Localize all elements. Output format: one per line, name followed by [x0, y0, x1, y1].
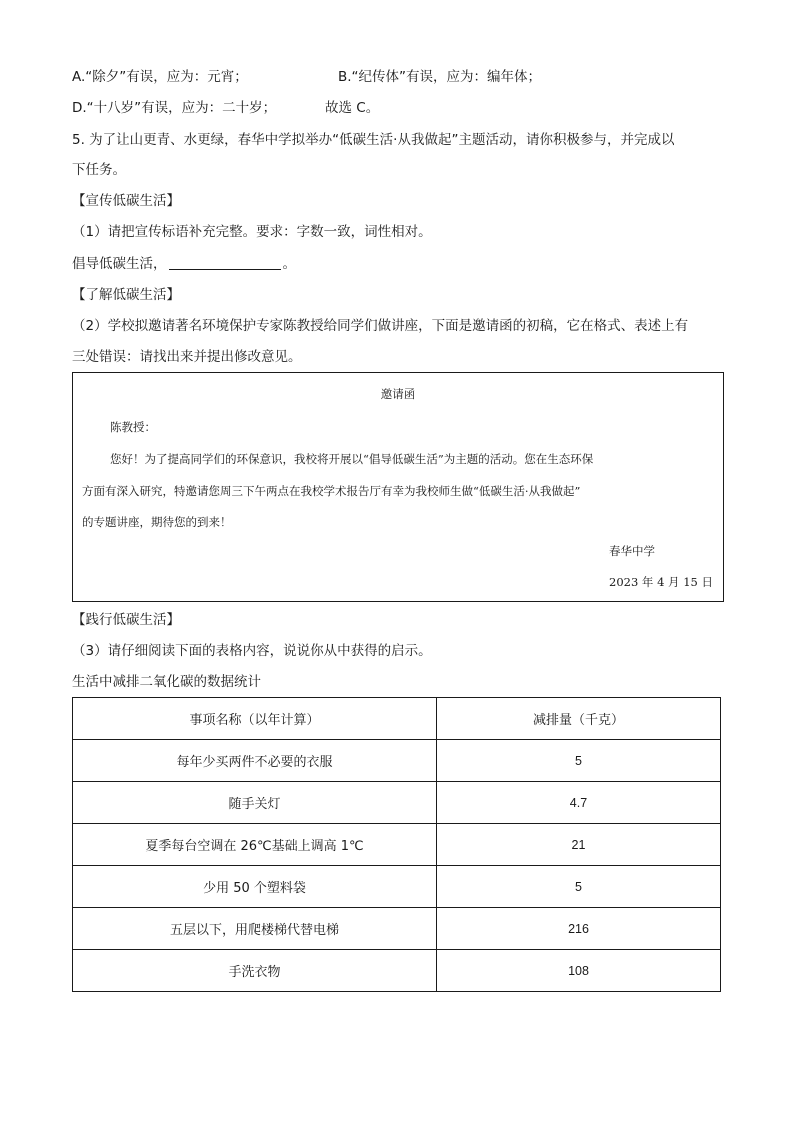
row-value: 5 — [437, 740, 721, 782]
row-value: 21 — [437, 824, 721, 866]
table-row — [73, 950, 721, 992]
section-heading-promote: 【宣传低碳生活】 — [72, 193, 180, 209]
answer-text: 故选 C。 — [325, 100, 380, 116]
table-row — [73, 908, 721, 950]
slogan-blank[interactable] — [169, 255, 281, 270]
letter-salutation: 陈教授： — [110, 420, 156, 434]
option-b: B.“纪传体”有误，应为：编年体； — [338, 69, 542, 85]
row-item: 少用 50 个塑料袋 — [73, 866, 437, 908]
task-2-line2: 三处错误：请找出来并提出修改意见。 — [72, 349, 302, 365]
table-row — [73, 782, 721, 824]
option-d: D.“十八岁”有误，应为：二十岁； — [72, 100, 277, 116]
table-header-row — [73, 698, 721, 740]
row-value: 216 — [437, 908, 721, 950]
table-caption: 生活中减排二氧化碳的数据统计 — [72, 674, 261, 690]
header-reduction: 减排量（千克） — [437, 698, 721, 740]
row-item: 五层以下，用爬楼梯代替电梯 — [73, 908, 437, 950]
table-row — [73, 824, 721, 866]
option-a: A.“除夕”有误，应为：元宵； — [72, 69, 248, 85]
row-item: 每年少买两件不必要的衣服 — [73, 740, 437, 782]
row-value: 108 — [437, 950, 721, 992]
header-item: 事项名称（以年计算） — [73, 698, 437, 740]
row-item: 手洗衣物 — [73, 950, 437, 992]
letter-body-line2: 方面有深入研究，特邀请您周三下午两点在我校学术报告厅有幸为我校师生做“低碳生活·从我做起” — [82, 484, 581, 498]
row-item: 随手关灯 — [73, 782, 437, 824]
table-row — [73, 866, 721, 908]
row-value: 5 — [437, 866, 721, 908]
letter-body-line3: 的专题讲座，期待您的到来！ — [82, 515, 232, 529]
task-3: （3）请仔细阅读下面的表格内容，说说你从中获得的启示。 — [72, 643, 432, 659]
task-2-line1: （2）学校拟邀请著名环境保护专家陈教授给同学们做讲座，下面是邀请函的初稿，它在格式、表述上有 — [72, 318, 689, 334]
letter-title: 邀请函 — [380, 387, 416, 401]
section-heading-practice: 【践行低碳生活】 — [72, 612, 180, 628]
question-5-line2: 下任务。 — [72, 162, 126, 178]
letter-signature: 春华中学 — [609, 544, 655, 558]
task-1: （1）请把宣传标语补充完整。要求：字数一致，词性相对。 — [72, 224, 432, 240]
table-row — [73, 740, 721, 782]
slogan-prefix: 倡导低碳生活， — [72, 256, 167, 272]
slogan-line — [72, 254, 296, 274]
section-heading-understand: 【了解低碳生活】 — [72, 287, 180, 303]
row-item: 夏季每台空调在 26℃基础上调高 1℃ — [73, 824, 437, 866]
co2-reduction-table — [72, 697, 721, 992]
row-value: 4.7 — [437, 782, 721, 824]
slogan-suffix: 。 — [282, 256, 296, 272]
question-5-line1: 5. 为了让山更青、水更绿，春华中学拟举办“低碳生活·从我做起”主题活动，请你积极参与，并完成以 — [72, 132, 675, 148]
letter-date: 2023 年 4 月 15 日 — [609, 575, 713, 589]
letter-body-line1: 您好！为了提高同学们的环保意识，我校将开展以“倡导低碳生活”为主题的活动。您在生态环保 — [110, 452, 594, 466]
invitation-letter — [72, 372, 724, 602]
